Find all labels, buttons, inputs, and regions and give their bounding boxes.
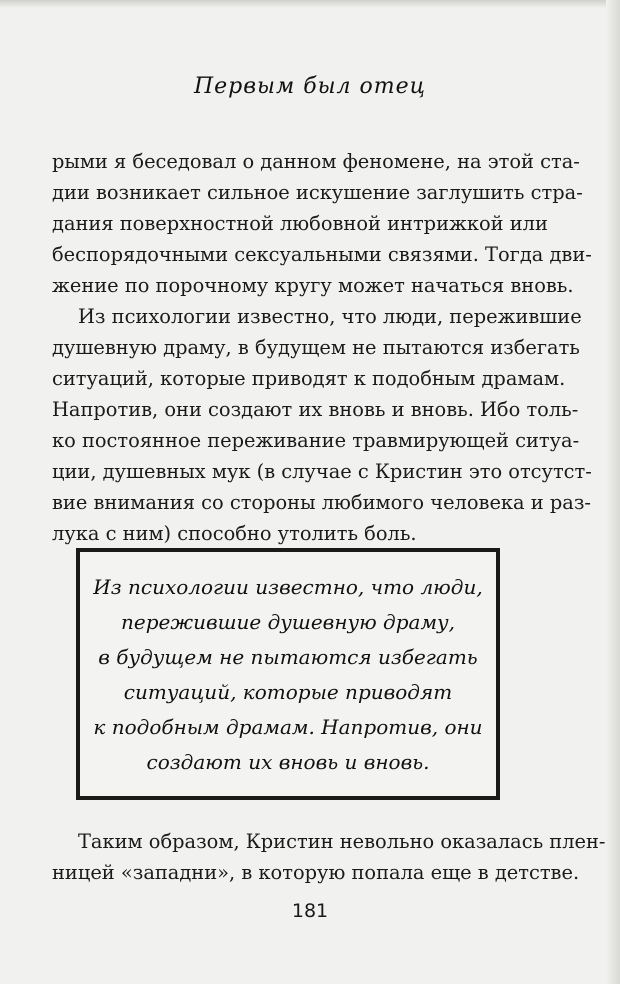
text-line: Из психологии известно, что люди, пережившие [78, 305, 582, 328]
quote-line: создают их вновь и вновь. [146, 750, 430, 774]
text-line: жение по порочному кругу может начаться вновь. [52, 274, 574, 297]
pull-quote-box [76, 548, 500, 800]
text-line: ции, душевных мук (в случае с Кристин это отсутст- [52, 460, 592, 483]
text-line: ницей «западни», в которую попала еще в детстве. [52, 861, 580, 884]
quote-line: пережившие душевную драму, [120, 610, 455, 634]
text-line: ко постоянное переживание травмирующей ситуа- [52, 429, 580, 452]
page-top-edge [0, 0, 620, 8]
quote-line: в будущем не пытаются избегать [98, 645, 478, 669]
quote-line: ситуаций, которые приводят [123, 680, 453, 704]
text-line: рыми я беседовал о данном феномене, на этой ста- [52, 150, 580, 173]
text-line: лука с ним) способно утолить боль. [52, 522, 417, 545]
text-line: дания поверхностной любовной интрижкой или [52, 212, 548, 235]
text-line: душевную драму, в будущем не пытаются избегать [52, 336, 580, 359]
body-text [52, 146, 592, 549]
paragraph-continued [52, 146, 592, 301]
text-line: дии возникает сильное искушение заглушить стра- [52, 181, 583, 204]
quote-line: Из психологии известно, что люди, [93, 575, 483, 599]
pull-quote-text [80, 570, 496, 780]
text-line: беспорядочными сексуальными связями. Тогда дви- [52, 243, 592, 266]
text-line: ситуаций, которые приводят к подобным драмам. [52, 367, 566, 390]
paragraph [52, 301, 592, 549]
text-line: Напротив, они создают их вновь и вновь. Ибо толь- [52, 398, 579, 421]
page-number: 181 [291, 900, 329, 922]
closing-paragraph [52, 826, 606, 888]
quote-line: к подобным драмам. Напротив, они [93, 715, 483, 739]
page-right-edge-shadow [606, 0, 620, 984]
text-line: вие внимания со стороны любимого человека и раз- [52, 491, 591, 514]
text-line: Таким образом, Кристин невольно оказалась плен- [78, 830, 606, 853]
running-header: Первым был отец [193, 74, 427, 99]
